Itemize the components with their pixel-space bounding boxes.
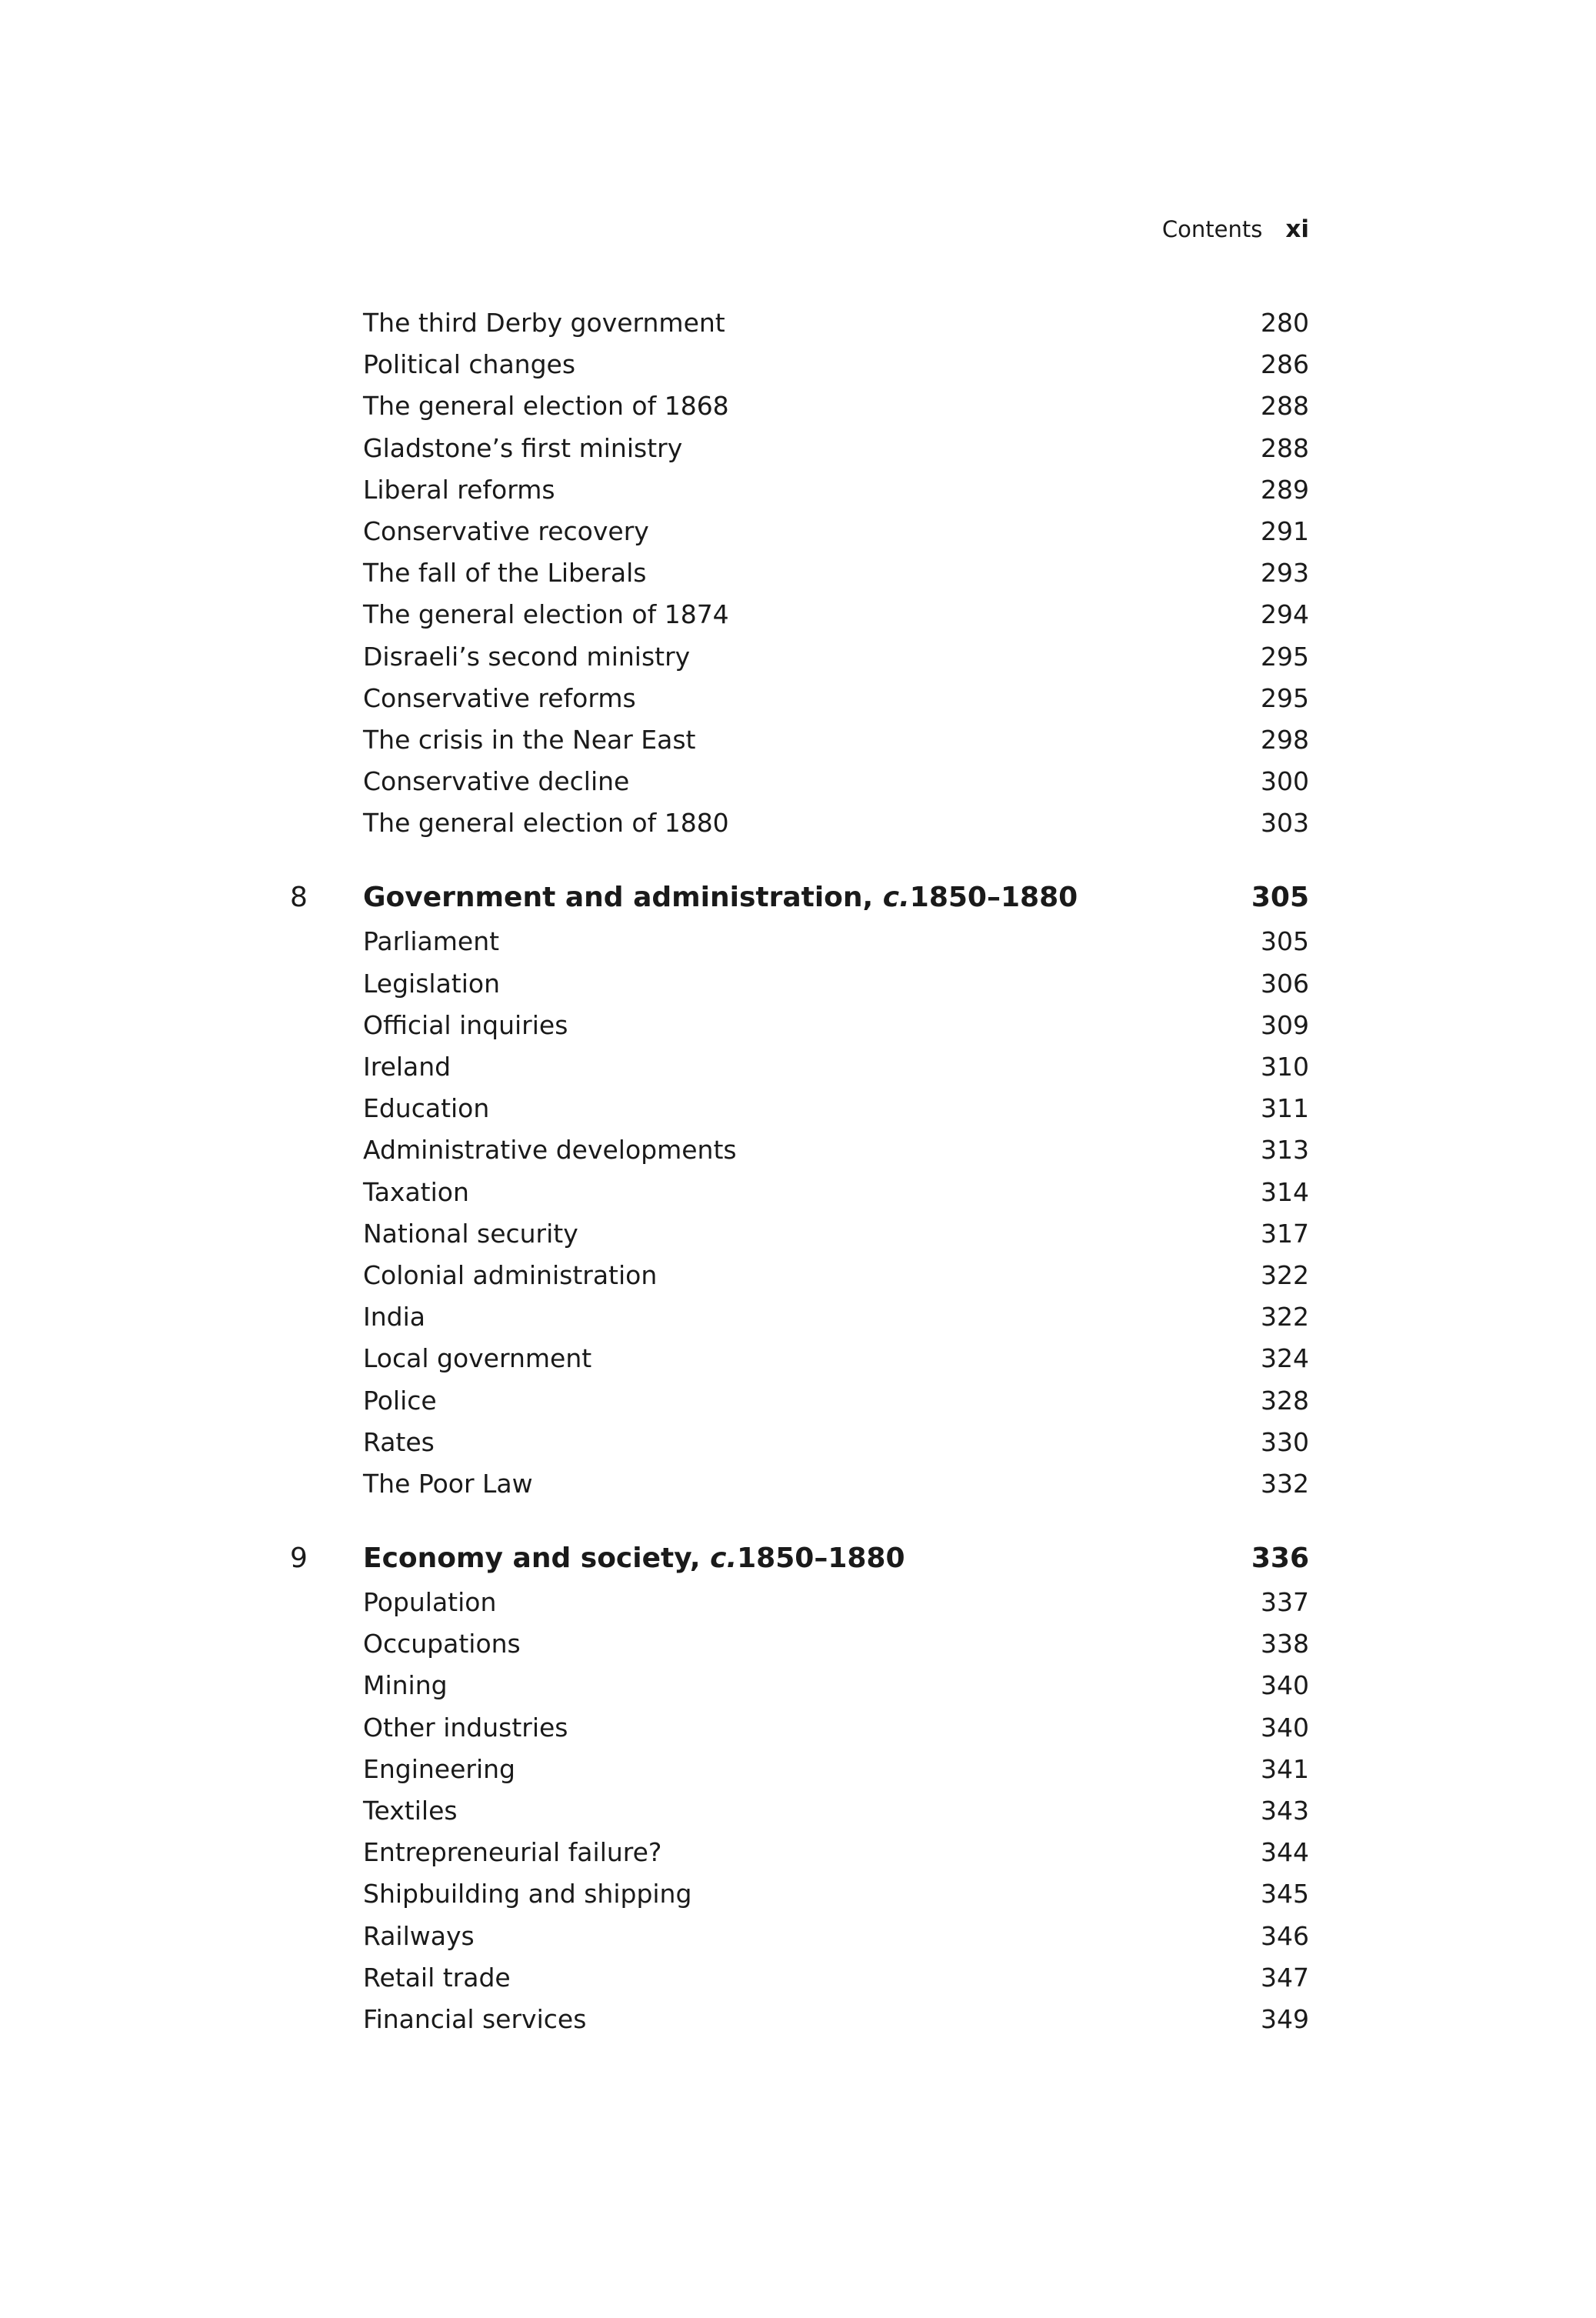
toc-entry-title: Ireland [363, 1052, 451, 1082]
toc-entry-title: Shipbuilding and shipping [363, 1879, 692, 1909]
toc-entry-page-number: 340 [1261, 1670, 1309, 1701]
toc-entry-page-number: 337 [1261, 1587, 1309, 1618]
toc-entry-page-number: 286 [1261, 349, 1309, 380]
toc-entry-page-number: 295 [1261, 641, 1309, 672]
toc-entry-title: Occupations [363, 1629, 521, 1659]
toc-entry-title: Financial services [363, 2003, 587, 2034]
toc-entry-title: National security [363, 1218, 578, 1249]
toc-entry-page-number: 280 [1261, 308, 1309, 338]
toc-entry [363, 678, 1309, 719]
toc-entry-page-number: 324 [1261, 1343, 1309, 1374]
toc-entry-page-number: 345 [1261, 1879, 1309, 1909]
toc-entry-page-number: 343 [1261, 1796, 1309, 1826]
toc-entry [363, 1380, 1309, 1422]
toc-entry [363, 636, 1309, 678]
toc-entry-title: Official inquiries [363, 1009, 568, 1040]
toc-entry-page-number: 289 [1261, 474, 1309, 505]
chapter-title-circa: c. [710, 1543, 738, 1575]
continued-section-list [363, 302, 1309, 844]
toc-entry-title: Conservative recovery [363, 515, 649, 546]
toc-entry-page-number: 295 [1261, 682, 1309, 713]
toc-entry-title: The general election of 1868 [363, 391, 729, 422]
toc-entry [363, 1338, 1309, 1379]
toc-entry-page-number: 309 [1261, 1009, 1309, 1040]
toc-entry-page-number: 310 [1261, 1052, 1309, 1082]
chapter-8-heading [290, 875, 1309, 921]
running-head-page-number: xi [1285, 215, 1309, 243]
toc-entry [363, 1296, 1309, 1338]
toc-entry [363, 921, 1309, 962]
chapter-title-circa: c. [882, 882, 910, 914]
toc-entry [363, 1582, 1309, 1623]
toc-entry-page-number: 328 [1261, 1385, 1309, 1416]
chapter-title-dates: 1850–1880 [737, 1543, 905, 1575]
toc-entry-title: Education [363, 1093, 490, 1124]
toc-entry [363, 719, 1309, 761]
toc-entry [363, 1046, 1309, 1088]
toc-entry-title: Entrepreneurial failure? [363, 1837, 662, 1868]
toc-entry [363, 428, 1309, 469]
toc-entry-page-number: 300 [1261, 766, 1309, 797]
toc-entry-title: Other industries [363, 1712, 568, 1743]
toc-entry [363, 1707, 1309, 1749]
toc-entry-title: Population [363, 1587, 497, 1618]
toc-entry-title: The general election of 1880 [363, 808, 729, 839]
toc-entry-title: The general election of 1874 [363, 599, 729, 630]
toc-entry [363, 344, 1309, 385]
toc-entry [363, 511, 1309, 552]
toc-entry [363, 1999, 1309, 2040]
toc-entry-title: The crisis in the Near East [363, 724, 696, 755]
toc-entry-title: Liberal reforms [363, 474, 555, 505]
toc-entry-title: Engineering [363, 1753, 515, 1784]
toc-entry [363, 1790, 1309, 1832]
toc-entry-title: Railways [363, 1920, 475, 1951]
toc-entry-title: Rates [363, 1426, 435, 1457]
toc-entry-title: Taxation [363, 1176, 469, 1207]
toc-entry [363, 469, 1309, 511]
toc-entry-title: The fall of the Liberals [363, 558, 647, 589]
toc-entry [363, 1916, 1309, 1957]
toc-entry [363, 1422, 1309, 1463]
toc-entry-page-number: 344 [1261, 1837, 1309, 1868]
chapter-9-heading [290, 1536, 1309, 1582]
toc-entry-page-number: 293 [1261, 558, 1309, 589]
toc-entry [363, 1749, 1309, 1790]
toc-entry [363, 385, 1309, 427]
chapter-number: 8 [290, 882, 308, 914]
table-of-contents [290, 302, 1309, 2040]
toc-entry-title: The third Derby government [363, 308, 725, 338]
toc-entry-page-number: 341 [1261, 1753, 1309, 1784]
chapter-title-main: Government and administration, [363, 882, 883, 914]
toc-entry-title: Administrative developments [363, 1135, 737, 1166]
toc-entry-page-number: 322 [1261, 1259, 1309, 1290]
toc-entry [363, 1088, 1309, 1129]
toc-entry [363, 1213, 1309, 1255]
toc-entry-title: Political changes [363, 349, 576, 380]
toc-entry [363, 1172, 1309, 1213]
toc-entry-title: Retail trade [363, 1962, 511, 1993]
toc-entry-title: Mining [363, 1670, 448, 1701]
toc-entry-page-number: 338 [1261, 1629, 1309, 1659]
toc-entry [363, 302, 1309, 344]
toc-entry [363, 1005, 1309, 1046]
chapter-title-dates: 1850–1880 [909, 882, 1078, 914]
toc-entry-page-number: 294 [1261, 599, 1309, 630]
toc-entry [363, 1623, 1309, 1665]
toc-entry-title: India [363, 1302, 425, 1332]
running-head [363, 215, 1309, 243]
toc-entry-title: Police [363, 1385, 437, 1416]
toc-entry [363, 1832, 1309, 1873]
toc-entry-page-number: 305 [1261, 926, 1309, 957]
toc-entry [363, 802, 1309, 844]
toc-entry-page-number: 314 [1261, 1176, 1309, 1207]
toc-entry-page-number: 317 [1261, 1218, 1309, 1249]
toc-entry-page-number: 332 [1261, 1468, 1309, 1499]
toc-entry-page-number: 298 [1261, 724, 1309, 755]
toc-entry-title: Local government [363, 1343, 592, 1374]
toc-entry-title: Parliament [363, 926, 500, 957]
toc-entry [363, 1957, 1309, 1999]
toc-entry-page-number: 313 [1261, 1135, 1309, 1166]
toc-entry [363, 1255, 1309, 1296]
toc-entry-page-number: 288 [1261, 432, 1309, 463]
toc-entry-page-number: 340 [1261, 1712, 1309, 1743]
toc-entry-page-number: 288 [1261, 391, 1309, 422]
chapter-title [363, 875, 1078, 921]
toc-entry-page-number: 322 [1261, 1302, 1309, 1332]
toc-entry-title: Conservative decline [363, 766, 630, 797]
toc-entry-page-number: 347 [1261, 1962, 1309, 1993]
toc-entry-page-number: 311 [1261, 1093, 1309, 1124]
running-head-title: Contents [1161, 216, 1263, 242]
toc-entry-page-number: 349 [1261, 2003, 1309, 2034]
toc-entry-title: Disraeli’s second ministry [363, 641, 691, 672]
toc-entry-title: Conservative reforms [363, 682, 636, 713]
toc-entry-page-number: 346 [1261, 1920, 1309, 1951]
toc-entry [363, 552, 1309, 594]
toc-entry [363, 761, 1309, 802]
chapter-page-number: 305 [1251, 882, 1309, 914]
toc-entry-title: Textiles [363, 1796, 458, 1826]
toc-entry-title: The Poor Law [363, 1468, 533, 1499]
chapter-page-number: 336 [1251, 1543, 1309, 1575]
toc-entry [363, 1463, 1309, 1505]
chapter-title-main: Economy and society, [363, 1543, 711, 1575]
toc-entry [363, 963, 1309, 1005]
toc-entry [363, 594, 1309, 635]
toc-entry-title: Colonial administration [363, 1259, 658, 1290]
chapter-number: 9 [290, 1543, 308, 1575]
toc-entry-page-number: 291 [1261, 515, 1309, 546]
toc-entry-title: Legislation [363, 968, 501, 999]
toc-entry [363, 1129, 1309, 1171]
toc-entry-page-number: 306 [1261, 968, 1309, 999]
toc-entry-title: Gladstone’s first ministry [363, 432, 683, 463]
toc-entry-page-number: 303 [1261, 808, 1309, 839]
chapter-9-section-list [363, 1582, 1309, 2040]
toc-entry [363, 1665, 1309, 1706]
chapter-title [363, 1536, 905, 1582]
toc-entry-page-number: 330 [1261, 1426, 1309, 1457]
toc-entry [363, 1873, 1309, 1915]
chapter-8-section-list [363, 921, 1309, 1505]
